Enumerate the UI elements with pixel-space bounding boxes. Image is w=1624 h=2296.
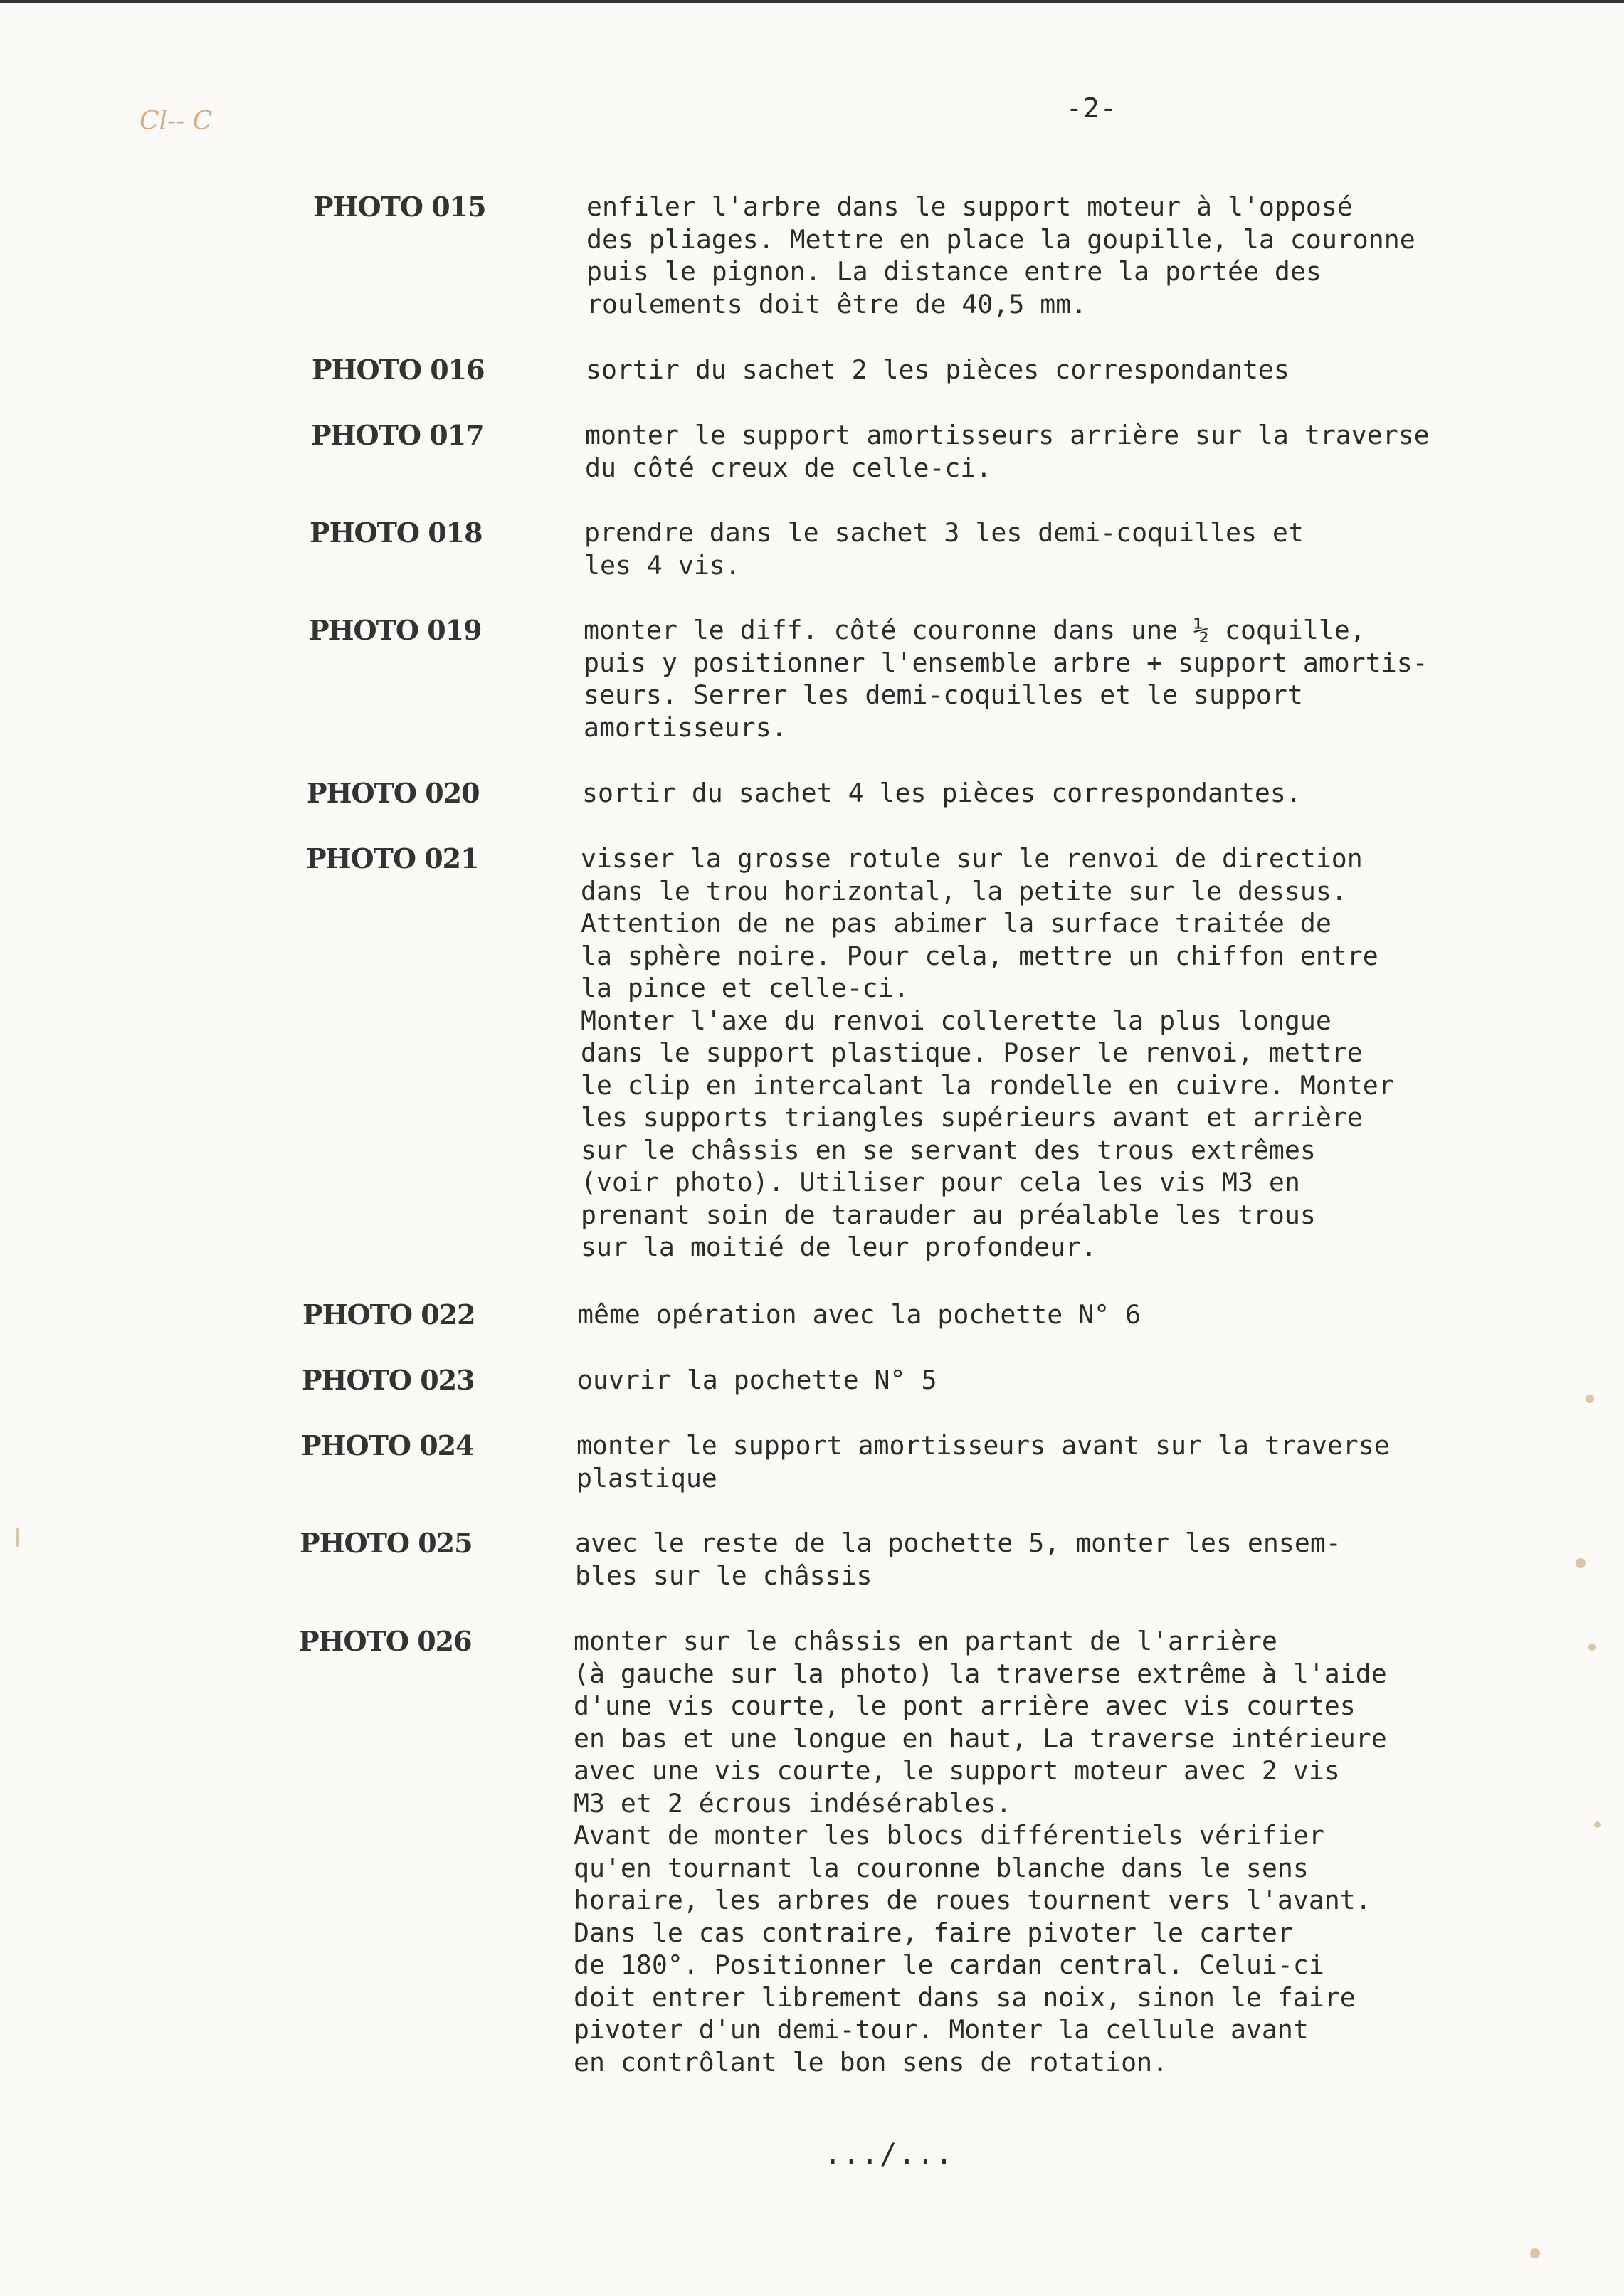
paper-stain <box>1530 2248 1540 2258</box>
photo-label: PHOTO 020 <box>307 777 480 809</box>
photo-label: PHOTO 021 <box>306 842 479 874</box>
instruction-text: sortir du sachet 2 les pièces correspondantes <box>586 354 1290 385</box>
photo-label: PHOTO 017 <box>311 419 484 451</box>
photo-label: PHOTO 016 <box>312 354 485 386</box>
page-top-edge <box>0 0 1624 3</box>
photo-label: PHOTO 025 <box>300 1527 473 1559</box>
paper-stain <box>1588 1644 1596 1651</box>
photo-label: PHOTO 026 <box>299 1625 472 1657</box>
instruction-text: monter sur le châssis en partant de l'arrière (à gauche sur la photo) la traverse extrême à l'aide d'une vis courte, le pont arrière avec vis courtes en bas et une longue en haut, La traverse intérieure avec une vis courte, le support moteur avec 2 vis M3 et 2 écrous indésérables. Avant de monter les blocs différentiels vérifier qu'en tournant la couronne blanche dans le sens horaire, les arbres de roues tournent vers l'avant. Dans le cas contraire, faire pivoter le carter de 180°. Positionner le cardan central. Celui-ci doit entrer librement dans sa noix, sinon le faire pivoter d'un demi-tour. Monter la cellule avant en contrôlant le bon sens de rotation. <box>574 1626 1387 2078</box>
photo-label: PHOTO 024 <box>301 1429 474 1461</box>
photo-label: PHOTO 022 <box>302 1298 475 1330</box>
instruction-text: prendre dans le sachet 3 les demi-coquilles et les 4 vis. <box>584 517 1304 581</box>
handwritten-margin-mark: Cl-- C <box>139 107 213 136</box>
instruction-text: monter le support amortisseurs avant sur la traverse plastique <box>576 1430 1390 1493</box>
photo-label: PHOTO 015 <box>313 191 486 223</box>
instruction-text: enfiler l'arbre dans le support moteur à l'opposé des pliages. Mettre en place la goupille, la couronne puis le pignon. La distance entre la portée des roulements doit être de 40,5 mm. <box>586 191 1415 319</box>
page-number: -2- <box>1066 92 1117 124</box>
instruction-text: sortir du sachet 4 les pièces correspondantes. <box>582 778 1302 808</box>
photo-label: PHOTO 019 <box>309 614 482 646</box>
instruction-text: monter le diff. côté couronne dans une ½ coquille, puis y positionner l'ensemble arbre + support amortis- seurs. Serrer les demi-coquilles et le support amortisseurs. <box>584 615 1428 743</box>
instruction-text: visser la grosse rotule sur le renvoi de direction dans le trou horizontal, la petite sur le dessus. Attention de ne pas abimer la surface traitée de la sphère noire. Pour cela, mettre un chiffon entre la pince et celle-ci. Monter l'axe du renvoi collerette la plus longue dans le support plastique. Poser le renvoi, mettre le clip en intercalant la rondelle en cuivre. Monter les supports triangles supérieurs avant et arrière sur le châssis en se servant des trous extrêmes (voir photo). Utiliser pour cela les vis M3 en prenant soin de tarauder au préalable les trous sur la moitié de leur profondeur. <box>581 843 1394 1262</box>
instruction-text: ouvrir la pochette N° 5 <box>577 1365 937 1395</box>
photo-label: PHOTO 018 <box>310 517 483 549</box>
paper-stain <box>1576 1558 1586 1568</box>
photo-label: PHOTO 023 <box>302 1364 475 1396</box>
paper-stain <box>16 1528 19 1547</box>
instruction-text: monter le support amortisseurs arrière sur la traverse du côté creux de celle-ci. <box>585 420 1430 483</box>
paper-stain <box>1594 1821 1601 1828</box>
instruction-text: avec le reste de la pochette 5, monter les ensem- bles sur le châssis <box>575 1528 1341 1591</box>
instruction-text: même opération avec la pochette N° 6 <box>578 1299 1141 1330</box>
paper-stain <box>1586 1395 1594 1403</box>
continuation-marker: .../... <box>824 2138 954 2171</box>
